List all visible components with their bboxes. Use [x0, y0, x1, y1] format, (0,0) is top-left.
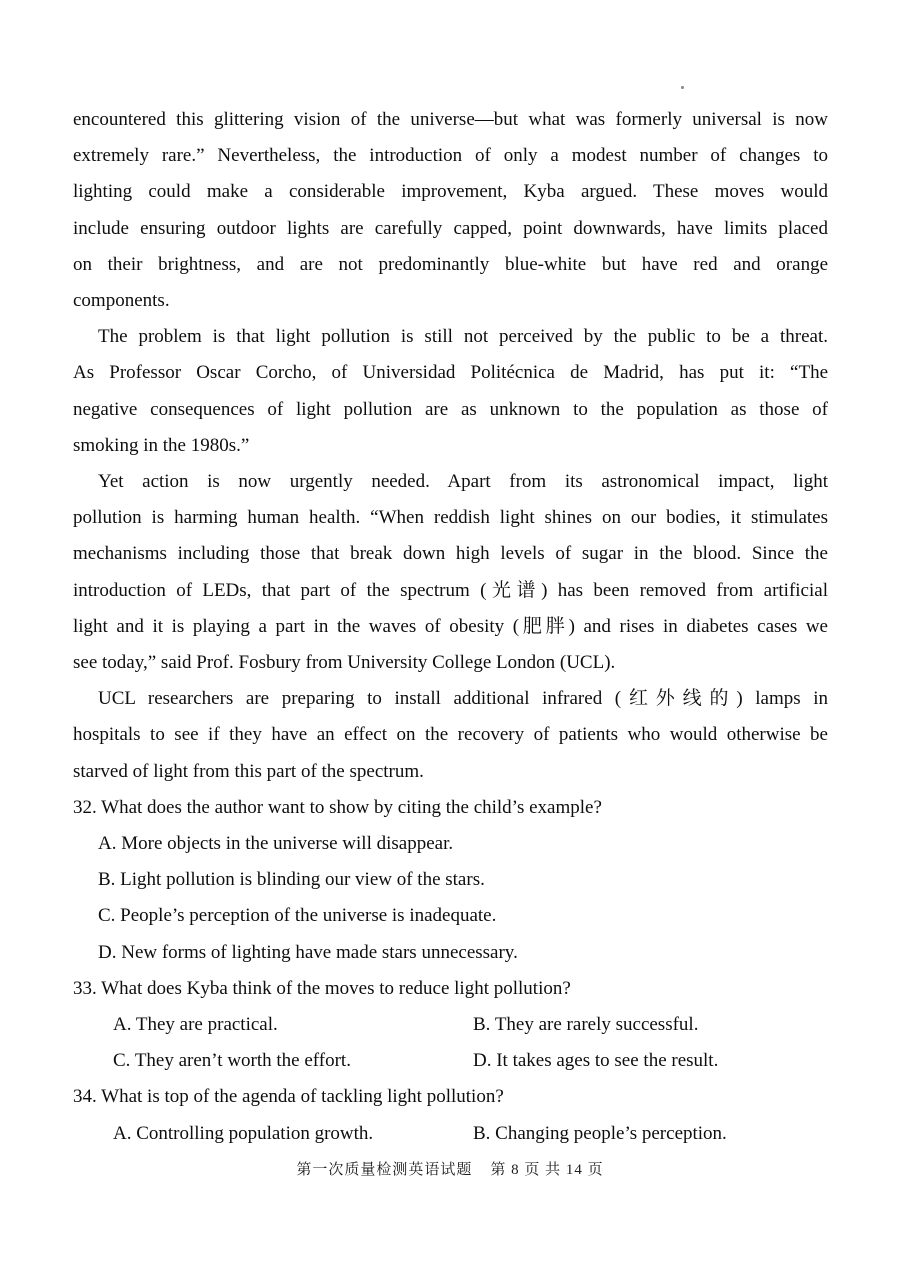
passage-line: starved of light from this part of the spectrum.	[73, 760, 424, 782]
passage-line: extremely rare.” Nevertheless, the introduction of only a modest number of changes to	[73, 145, 828, 167]
page-footer	[0, 1158, 900, 1182]
question-text: 34. What is top of the agenda of tackling light pollution?	[73, 1086, 504, 1108]
passage-line: encountered this glittering vision of the universe—but what was formerly universal is now	[73, 109, 828, 130]
passage-line: on their brightness, and are not predominantly blue-white but have red and orange	[73, 253, 828, 275]
passage-line: mechanisms including those that break down high levels of sugar in the blood. Since the	[73, 543, 828, 565]
passage-line: pollution is harming human health. “When reddish light shines on our bodies, it stimulates	[73, 507, 828, 529]
answer-option: C. They aren’t worth the effort.	[113, 1050, 351, 1072]
passage-line: The problem is that light pollution is still not perceived by the public to be a threat.	[98, 326, 828, 348]
passage-line: components.	[73, 290, 170, 312]
passage-line: Yet action is now urgently needed. Apart from its astronomical impact, light	[98, 471, 828, 493]
passage-line: introduction of LEDs, that part of the spectrum (光谱) has been removed from artificial	[73, 579, 828, 601]
answer-option: B. They are rarely successful.	[473, 1014, 699, 1036]
question-text: 33. What does Kyba think of the moves to reduce light pollution?	[73, 977, 571, 999]
answer-option: D. New forms of lighting have made stars unnecessary.	[98, 941, 518, 963]
answer-option: C. People’s perception of the universe is inadequate.	[98, 905, 497, 927]
questions	[73, 790, 828, 1152]
passage-line: As Professor Oscar Corcho, of Universidad Politécnica de Madrid, has put it: “The	[73, 362, 828, 384]
footer-page-indicator: 第 8 页 共 14 页	[490, 1162, 604, 1178]
answer-option: A. More objects in the universe will disappear.	[98, 833, 454, 855]
passage-line: lighting could make a considerable improvement, Kyba argued. These moves would	[73, 181, 828, 203]
answer-option-row	[73, 1116, 828, 1152]
answer-option-row	[73, 1043, 828, 1079]
question-block	[73, 790, 828, 971]
passage	[73, 102, 828, 790]
passage-line: smoking in the 1980s.”	[73, 434, 250, 456]
passage-line: light and it is playing a part in the waves of obesity (肥胖) and rises in diabetes cases we	[73, 615, 828, 637]
footer-exam-title: 第一次质量检测英语试题	[296, 1162, 473, 1178]
question-text: 32. What does the author want to show by citing the child’s example?	[73, 796, 602, 818]
passage-line: hospitals to see if they have an effect on the recovery of patients who would otherwise be	[73, 724, 828, 746]
answer-option-row	[73, 1007, 828, 1043]
scan-artifact-dot	[681, 86, 684, 89]
answer-option: B. Light pollution is blinding our view of the stars.	[98, 869, 485, 891]
answer-option: D. It takes ages to see the result.	[473, 1050, 719, 1072]
passage-line: see today,” said Prof. Fosbury from University College London (UCL).	[73, 652, 616, 674]
question-block	[73, 971, 828, 1080]
passage-line: UCL researchers are preparing to install additional infrared (红外线的) lamps in	[98, 688, 828, 710]
passage-line: include ensuring outdoor lights are carefully capped, point downwards, have limits placed	[73, 217, 828, 239]
page-content	[73, 102, 828, 1152]
question-block	[73, 1079, 828, 1151]
answer-option: B. Changing people’s perception.	[473, 1122, 727, 1144]
answer-option: A. They are practical.	[113, 1014, 278, 1036]
passage-line: negative consequences of light pollution are as unknown to the population as those of	[73, 398, 828, 420]
answer-option: A. Controlling population growth.	[113, 1122, 374, 1144]
